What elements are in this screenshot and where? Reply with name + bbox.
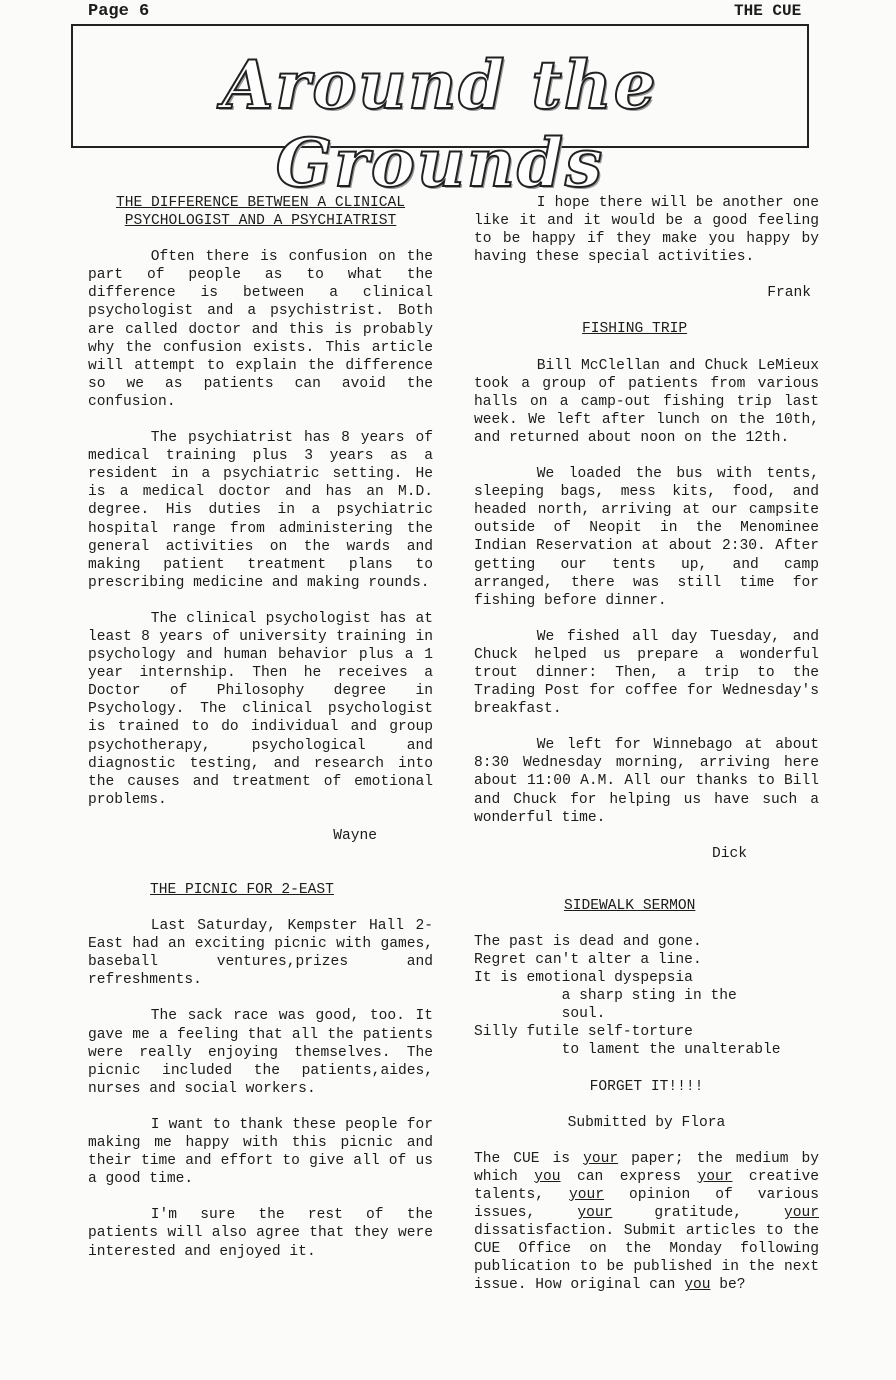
- article-paragraph: I hope there will be another one like it and it would be a good feeling to be happy if they make you happy by having these special activities.: [474, 195, 819, 266]
- right-column: [474, 194, 819, 1295]
- article-paragraph: I'm sure the rest of the patients will also agree that they were interested and enjoyed it.: [88, 1207, 433, 1260]
- article-paragraph: The psychiatrist has 8 years of medical training plus 3 years as a resident in a psychiatric setting. He is a medical doctor and has an M.D. degree. His duties in a psychiatric hospital range from administering the general activities on the wards and making patient treatment plans to prescribing medicine and making rounds.: [88, 430, 433, 591]
- article-fishing: [474, 320, 819, 862]
- poem-line: a sharp sting in the: [474, 988, 737, 1005]
- article-paragraph: I want to thank these people for making me happy with this picnic and their time and effort to give all of us a good time.: [88, 1116, 433, 1188]
- article-paragraph: Last Saturday, Kempster Hall 2-East had an exciting picnic with games, baseball ventures,prizes and refreshments.: [88, 918, 433, 989]
- article-paragraph: We loaded the bus with tents, sleeping bags, mess kits, food, and headed north, arriving at our campsite outside of Neopit in the Menominee Indian Reservation at about 2:30. After getting our tents up, and camp arranged, there was still time for fishing before dinner.: [474, 466, 819, 609]
- poem-line: Silly futile self-torture: [474, 1024, 693, 1041]
- article-paragraph: The sack race was good, too. It gave me a feeling that all the patients were really enjoying themselves. The picnic included the patients,aides, nurses and social workers.: [88, 1008, 433, 1097]
- article-paragraph: Often there is confusion on the part of people as to what the difference is between a clinical psychologist and a psychistrist. Both are called doctor and this is probably why the confusion exists. This article will attempt to explain the difference so we as patients can avoid the confusion.: [88, 249, 433, 410]
- page-number: Page 6: [88, 2, 150, 21]
- article-heading: THE DIFFERENCE BETWEEN A CLINICAL: [115, 195, 405, 211]
- article-paragraph: Bill McClellan and Chuck LeMieux took a group of patients from various halls on a camp-out fishing trip last week. We left after lunch on the 10th, and returned about noon on the 12th.: [474, 357, 819, 446]
- newspaper-name: THE CUE: [734, 2, 802, 20]
- poem-line: The past is dead and gone.: [474, 933, 702, 950]
- section-banner: [71, 24, 809, 202]
- article-paragraph: We fished all day Tuesday, and Chuck helped us prepare a wonderful trout dinner: Then, a trip to the Trading Post for coffee for Wednesday's breakfast.: [474, 628, 819, 718]
- poem-line: Regret can't alter a line.: [474, 952, 702, 968]
- submission-notice: The CUE is your paper; the medium by which you can express your creative talents, your opinion of various issues, your gratitude, your dissatisfaction. Submit articles to the CUE Office on the Monday following publication to be published in the next issue. How original can you be?: [474, 1150, 820, 1294]
- article-sermon: [474, 897, 819, 1132]
- poem-line: to lament the unalterable: [474, 1042, 781, 1059]
- article-heading: FISHING TRIP: [582, 321, 688, 338]
- poem-line: soul.: [474, 1006, 606, 1023]
- article-paragraph: We left for Winnebago at about 8:30 Wednesday morning, arriving here about 11:00 A.M. All our thanks to Bill and Chuck for helping us have such a wonderful time.: [474, 737, 819, 826]
- article-heading: SIDEWALK SERMON: [564, 897, 696, 914]
- article-picnic: [88, 881, 433, 1261]
- article-paragraph: The clinical psychologist has at least 8 years of university training in psychology and human behavior plus a 1 year internship. Then he receives a Doctor of Philosophy degree in Psychology. The clinical psychologist is trained to do individual and group psychotherapy, psychological and diagnostic testing, and research into the causes and treatment of emotional problems.: [88, 610, 433, 808]
- article-heading: THE PICNIC FOR 2-EAST: [150, 882, 334, 898]
- poem-credit: Submitted by Flora: [567, 1114, 726, 1131]
- poem: [474, 933, 819, 1060]
- poem-line: It is emotional dyspepsia: [474, 970, 693, 987]
- article-heading-line2: PSYCHOLOGIST AND A PSYCHIATRIST: [124, 213, 397, 230]
- article-author: Dick: [711, 845, 747, 862]
- left-column: [88, 194, 433, 1261]
- section-title: Around the Grounds: [222, 46, 658, 202]
- article-difference: [88, 194, 433, 845]
- article-author: Frank: [767, 285, 811, 302]
- article-author: Wayne: [333, 827, 377, 844]
- poem-closing: FORGET IT!!!!: [589, 1078, 704, 1095]
